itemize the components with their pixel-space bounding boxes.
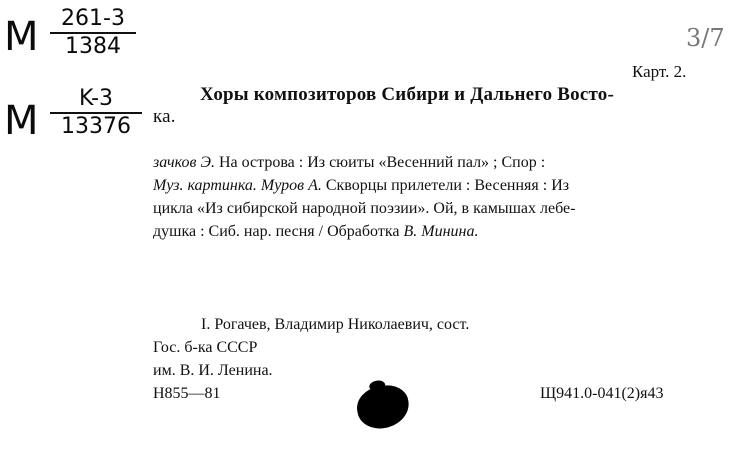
call-mark-fraction-1 xyxy=(50,8,136,58)
body-line-2 xyxy=(153,177,569,195)
call-mark-letter-2: M xyxy=(4,98,38,144)
genre-note: Муз. картинка. xyxy=(153,177,257,194)
title-line-1: Хоры композиторов Сибири и Дальнего Восто- xyxy=(200,84,615,105)
call-mark-numerator-1: 261-3 xyxy=(50,8,136,34)
composer-name-1: зачков Э. xyxy=(153,154,215,171)
call-mark-denominator-2: 13376 xyxy=(61,114,131,139)
classification-code: Щ941.0-041(2)я43 xyxy=(540,385,664,402)
ink-blot xyxy=(354,382,413,432)
library-line-2: им. В. И. Ленина. xyxy=(153,362,273,379)
call-mark-numerator-2: K-3 xyxy=(50,88,142,114)
library-line-1: Гос. б-ка СССР xyxy=(153,339,258,356)
card-number: Карт. 2. xyxy=(632,62,687,81)
call-mark-denominator-1: 1384 xyxy=(65,34,121,59)
body-line-4-text: душка : Сиб. нар. песня / Обработка xyxy=(153,223,404,240)
body-line-2-text: Скворцы прилетели : Весенняя : Из xyxy=(321,177,570,194)
body-line-4 xyxy=(153,223,478,241)
composer-name-2: Муров А. xyxy=(260,177,322,194)
title-line-2-text: ка. xyxy=(153,106,176,127)
call-mark-letter-1: M xyxy=(4,14,38,60)
corner-scribble: 3/7 xyxy=(686,24,725,52)
card-id: Н855—81 xyxy=(153,385,221,402)
title-line-2 xyxy=(153,106,176,128)
arranger-name: В. Минина. xyxy=(403,223,479,240)
call-mark-fraction-2 xyxy=(50,88,142,138)
body-line-1 xyxy=(153,154,545,172)
compiler-line: I. Рогачев, Владимир Николаевич, сост. xyxy=(201,316,470,333)
body-line-1-text: На острова : Из сюиты «Весенний пал» ; Спор : xyxy=(214,154,546,171)
body-line-3: цикла «Из сибирской народной поэзии». Ой, в камышах лебе- xyxy=(153,200,576,217)
